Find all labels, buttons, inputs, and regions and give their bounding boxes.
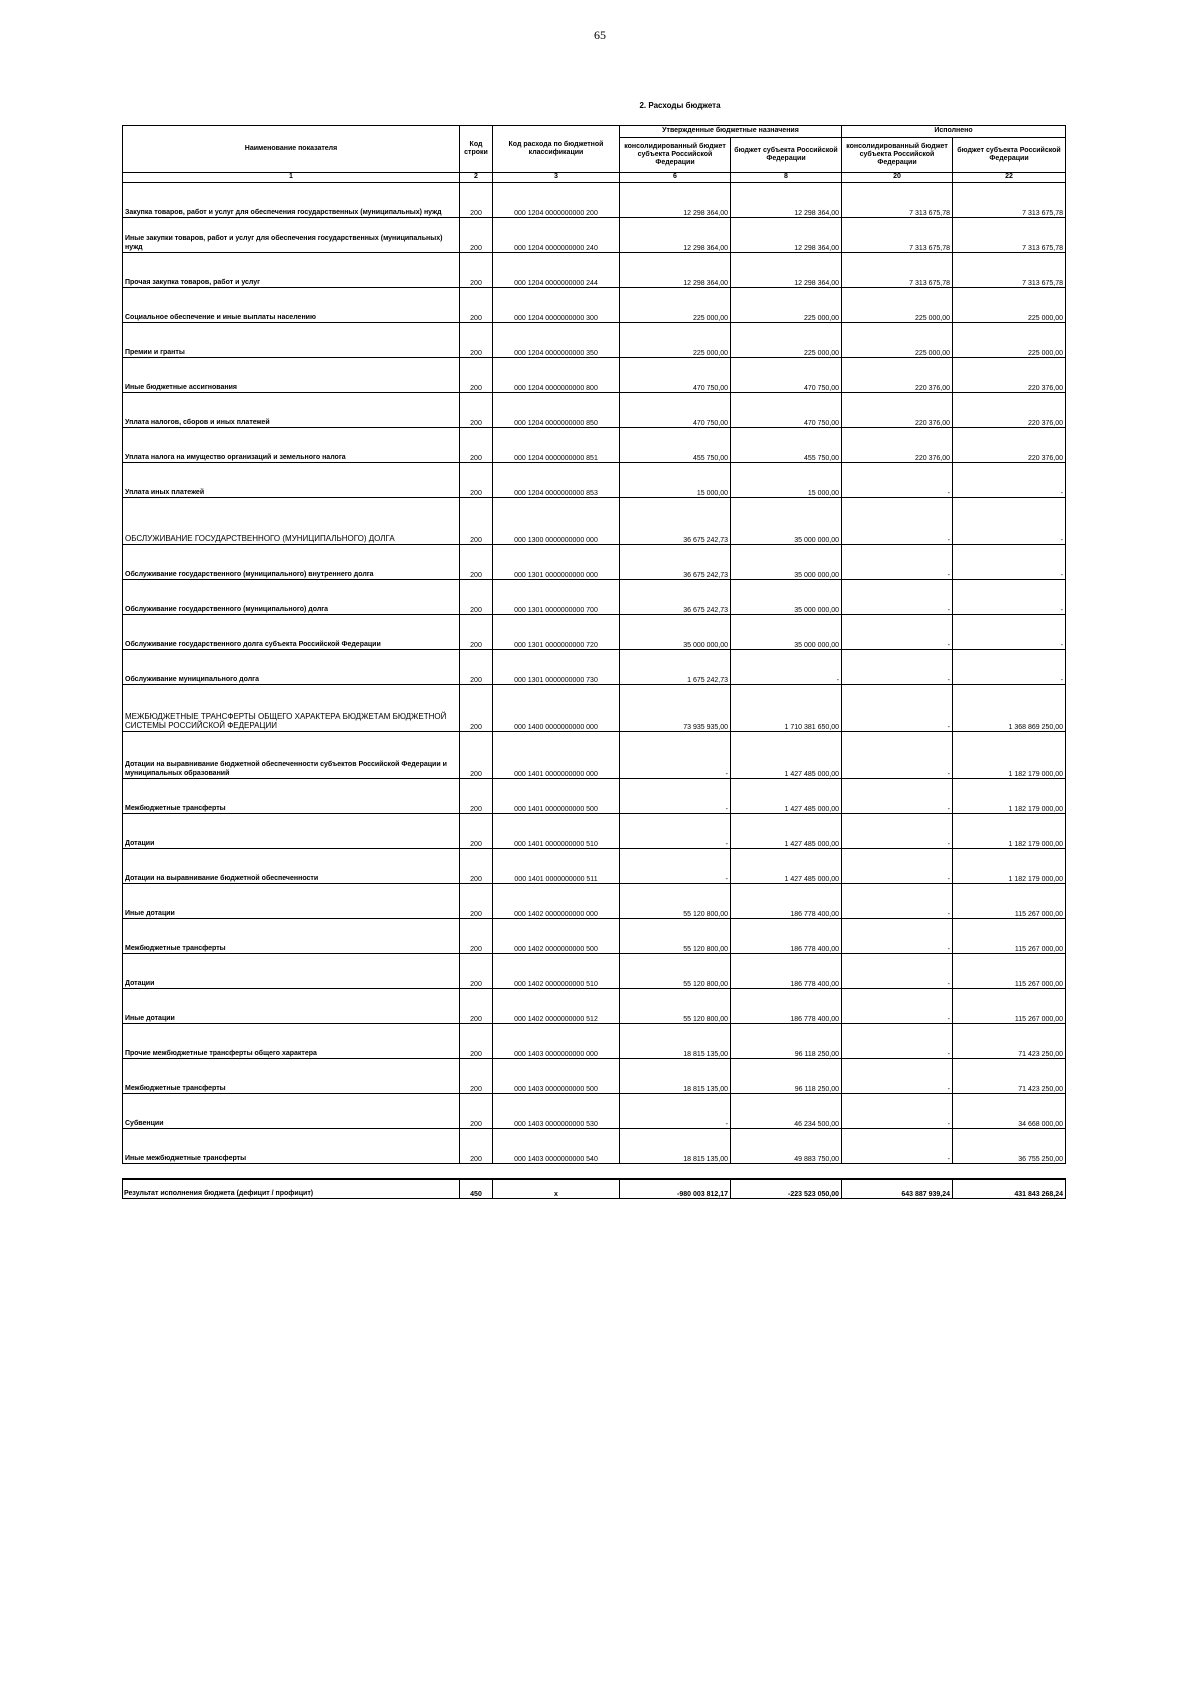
column-number: 8: [731, 173, 842, 183]
row-code: 200: [460, 323, 493, 358]
row-approved-consolidated: 225 000,00: [620, 323, 731, 358]
row-code: 200: [460, 779, 493, 814]
header-approved-subject: бюджет субъекта Российской Федерации: [731, 138, 842, 173]
row-approved-consolidated: 73 935 935,00: [620, 685, 731, 732]
row-classification: 000 1403 0000000000 540: [493, 1129, 620, 1164]
row-classification: 000 1301 0000000000 730: [493, 650, 620, 685]
row-executed-consolidated: -: [842, 545, 953, 580]
result-code: 450: [460, 1179, 493, 1199]
row-approved-consolidated: 225 000,00: [620, 288, 731, 323]
row-name: Уплата налогов, сборов и иных платежей: [123, 393, 460, 428]
row-approved-subject: -: [731, 650, 842, 685]
row-name: Уплата налога на имущество организаций и земельного налога: [123, 428, 460, 463]
row-code: 200: [460, 884, 493, 919]
row-name: МЕЖБЮДЖЕТНЫЕ ТРАНСФЕРТЫ ОБЩЕГО ХАРАКТЕРА БЮДЖЕТАМ БЮДЖЕТНОЙ СИСТЕМЫ РОССИЙСКОЙ ФЕДЕРАЦИИ: [123, 685, 460, 732]
row-executed-subject: -: [953, 650, 1066, 685]
row-executed-consolidated: -: [842, 732, 953, 779]
table-row: [123, 650, 1066, 685]
row-executed-consolidated: -: [842, 989, 953, 1024]
row-approved-subject: 1 427 485 000,00: [731, 849, 842, 884]
table-row: [123, 358, 1066, 393]
row-executed-consolidated: -: [842, 919, 953, 954]
row-approved-consolidated: 470 750,00: [620, 393, 731, 428]
row-approved-subject: 225 000,00: [731, 288, 842, 323]
row-approved-consolidated: 36 675 242,73: [620, 545, 731, 580]
row-executed-consolidated: -: [842, 463, 953, 498]
column-number: 6: [620, 173, 731, 183]
row-executed-consolidated: 7 313 675,78: [842, 218, 953, 253]
row-name: Дотации: [123, 954, 460, 989]
row-name: Обслуживание государственного долга субъекта Российской Федерации: [123, 615, 460, 650]
row-classification: 000 1300 0000000000 000: [493, 498, 620, 545]
column-number: 3: [493, 173, 620, 183]
row-name: Межбюджетные трансферты: [123, 1059, 460, 1094]
row-code: 200: [460, 919, 493, 954]
row-executed-consolidated: 220 376,00: [842, 428, 953, 463]
row-classification: 000 1403 0000000000 500: [493, 1059, 620, 1094]
row-classification: 000 1204 0000000000 240: [493, 218, 620, 253]
row-name: ОБСЛУЖИВАНИЕ ГОСУДАРСТВЕННОГО (МУНИЦИПАЛЬНОГО) ДОЛГА: [123, 498, 460, 545]
table-row: [123, 498, 1066, 545]
row-approved-consolidated: -: [620, 1094, 731, 1129]
row-executed-consolidated: -: [842, 1024, 953, 1059]
column-number: 20: [842, 173, 953, 183]
row-name: Прочая закупка товаров, работ и услуг: [123, 253, 460, 288]
row-approved-consolidated: 12 298 364,00: [620, 253, 731, 288]
row-approved-subject: 1 427 485 000,00: [731, 814, 842, 849]
table-row: [123, 1094, 1066, 1129]
row-approved-subject: 12 298 364,00: [731, 253, 842, 288]
table-row: [123, 779, 1066, 814]
table-row: [123, 989, 1066, 1024]
row-approved-consolidated: 35 000 000,00: [620, 615, 731, 650]
table-row: [123, 253, 1066, 288]
row-approved-subject: 35 000 000,00: [731, 580, 842, 615]
row-code: 200: [460, 1129, 493, 1164]
row-approved-consolidated: 55 120 800,00: [620, 954, 731, 989]
row-approved-consolidated: 55 120 800,00: [620, 989, 731, 1024]
row-classification: 000 1204 0000000000 200: [493, 183, 620, 218]
row-code: 200: [460, 358, 493, 393]
row-executed-subject: 36 755 250,00: [953, 1129, 1066, 1164]
row-executed-subject: 225 000,00: [953, 288, 1066, 323]
row-classification: 000 1301 0000000000 700: [493, 580, 620, 615]
column-number: 22: [953, 173, 1066, 183]
row-approved-consolidated: -: [620, 732, 731, 779]
row-executed-consolidated: 220 376,00: [842, 358, 953, 393]
row-approved-subject: 1 710 381 650,00: [731, 685, 842, 732]
row-executed-subject: 115 267 000,00: [953, 919, 1066, 954]
row-code: 200: [460, 253, 493, 288]
row-name: Уплата иных платежей: [123, 463, 460, 498]
row-executed-consolidated: -: [842, 650, 953, 685]
row-approved-subject: 35 000 000,00: [731, 498, 842, 545]
row-approved-consolidated: -: [620, 779, 731, 814]
table-row: [123, 919, 1066, 954]
table-spacer: [123, 1164, 1066, 1180]
row-code: 200: [460, 183, 493, 218]
row-executed-subject: 115 267 000,00: [953, 989, 1066, 1024]
row-classification: 000 1400 0000000000 000: [493, 685, 620, 732]
row-approved-consolidated: 18 815 135,00: [620, 1059, 731, 1094]
row-executed-subject: 220 376,00: [953, 358, 1066, 393]
row-executed-consolidated: 225 000,00: [842, 288, 953, 323]
row-executed-subject: 7 313 675,78: [953, 183, 1066, 218]
column-numbers-row: [123, 173, 1066, 183]
row-classification: 000 1204 0000000000 300: [493, 288, 620, 323]
row-approved-consolidated: 1 675 242,73: [620, 650, 731, 685]
row-classification: 000 1402 0000000000 500: [493, 919, 620, 954]
row-classification: 000 1401 0000000000 000: [493, 732, 620, 779]
row-classification: 000 1401 0000000000 500: [493, 779, 620, 814]
row-classification: 000 1403 0000000000 000: [493, 1024, 620, 1059]
table-row: [123, 218, 1066, 253]
row-executed-subject: 225 000,00: [953, 323, 1066, 358]
row-name: Обслуживание муниципального долга: [123, 650, 460, 685]
row-executed-subject: 71 423 250,00: [953, 1024, 1066, 1059]
row-executed-consolidated: -: [842, 884, 953, 919]
header-executed-consolidated: консолидированный бюджет субъекта Российской Федерации: [842, 138, 953, 173]
row-approved-subject: 35 000 000,00: [731, 615, 842, 650]
row-executed-subject: 115 267 000,00: [953, 884, 1066, 919]
header-approved-consolidated: консолидированный бюджет субъекта Российской Федерации: [620, 138, 731, 173]
row-approved-subject: 12 298 364,00: [731, 218, 842, 253]
result-name: Результат исполнения бюджета (дефицит / профицит): [123, 1179, 460, 1199]
row-executed-consolidated: -: [842, 1059, 953, 1094]
row-approved-consolidated: 12 298 364,00: [620, 183, 731, 218]
header-executed-subject: бюджет субъекта Российской Федерации: [953, 138, 1066, 173]
row-name: Субвенции: [123, 1094, 460, 1129]
row-executed-subject: 220 376,00: [953, 393, 1066, 428]
row-executed-consolidated: -: [842, 849, 953, 884]
row-executed-consolidated: -: [842, 954, 953, 989]
table-row: [123, 1059, 1066, 1094]
row-code: 200: [460, 498, 493, 545]
row-name: Обслуживание государственного (муниципального) долга: [123, 580, 460, 615]
row-code: 200: [460, 1024, 493, 1059]
header-approved: Утвержденные бюджетные назначения: [620, 126, 842, 138]
row-classification: 000 1204 0000000000 350: [493, 323, 620, 358]
row-code: 200: [460, 463, 493, 498]
row-approved-subject: 186 778 400,00: [731, 884, 842, 919]
row-executed-consolidated: -: [842, 580, 953, 615]
table-row: [123, 183, 1066, 218]
row-name: Иные бюджетные ассигнования: [123, 358, 460, 393]
row-approved-subject: 1 427 485 000,00: [731, 732, 842, 779]
row-code: 200: [460, 814, 493, 849]
result-executed-consolidated: 643 887 939,24: [842, 1179, 953, 1199]
result-row: [123, 1179, 1066, 1199]
row-executed-consolidated: 7 313 675,78: [842, 183, 953, 218]
row-classification: 000 1204 0000000000 853: [493, 463, 620, 498]
row-executed-consolidated: -: [842, 498, 953, 545]
row-name: Иные дотации: [123, 884, 460, 919]
row-approved-consolidated: 36 675 242,73: [620, 580, 731, 615]
row-executed-consolidated: -: [842, 615, 953, 650]
row-code: 200: [460, 954, 493, 989]
row-approved-subject: 12 298 364,00: [731, 183, 842, 218]
row-approved-consolidated: 55 120 800,00: [620, 884, 731, 919]
table-row: [123, 1024, 1066, 1059]
row-executed-consolidated: 7 313 675,78: [842, 253, 953, 288]
row-classification: 000 1403 0000000000 530: [493, 1094, 620, 1129]
table-row: [123, 1129, 1066, 1164]
row-name: Межбюджетные трансферты: [123, 779, 460, 814]
row-code: 200: [460, 989, 493, 1024]
header-executed: Исполнено: [842, 126, 1066, 138]
row-approved-consolidated: 36 675 242,73: [620, 498, 731, 545]
row-executed-subject: 1 182 179 000,00: [953, 849, 1066, 884]
table-row: [123, 954, 1066, 989]
row-code: 200: [460, 849, 493, 884]
row-classification: 000 1301 0000000000 720: [493, 615, 620, 650]
row-approved-subject: 96 118 250,00: [731, 1059, 842, 1094]
row-executed-subject: 115 267 000,00: [953, 954, 1066, 989]
row-approved-subject: 1 427 485 000,00: [731, 779, 842, 814]
page-number: 65: [594, 28, 606, 42]
table-row: [123, 849, 1066, 884]
row-classification: 000 1401 0000000000 511: [493, 849, 620, 884]
row-name: Закупка товаров, работ и услуг для обеспечения государственных (муниципальных) нужд: [123, 183, 460, 218]
row-name: Прочие межбюджетные трансферты общего характера: [123, 1024, 460, 1059]
table-row: [123, 288, 1066, 323]
row-executed-consolidated: 220 376,00: [842, 393, 953, 428]
row-executed-consolidated: -: [842, 779, 953, 814]
row-approved-consolidated: 15 000,00: [620, 463, 731, 498]
row-approved-consolidated: -: [620, 849, 731, 884]
result-executed-subject: 431 843 268,24: [953, 1179, 1066, 1199]
expenditure-table: [122, 125, 1066, 1199]
row-approved-subject: 96 118 250,00: [731, 1024, 842, 1059]
row-classification: 000 1402 0000000000 510: [493, 954, 620, 989]
row-approved-consolidated: 55 120 800,00: [620, 919, 731, 954]
row-name: Обслуживание государственного (муниципального) внутреннего долга: [123, 545, 460, 580]
table-row: [123, 814, 1066, 849]
row-classification: 000 1401 0000000000 510: [493, 814, 620, 849]
table-row: [123, 580, 1066, 615]
row-approved-subject: 15 000,00: [731, 463, 842, 498]
row-executed-consolidated: -: [842, 685, 953, 732]
row-approved-subject: 46 234 500,00: [731, 1094, 842, 1129]
table-row: [123, 732, 1066, 779]
row-code: 200: [460, 288, 493, 323]
row-approved-subject: 49 883 750,00: [731, 1129, 842, 1164]
table-row: [123, 884, 1066, 919]
row-name: Иные закупки товаров, работ и услуг для обеспечения государственных (муниципальных) нужд: [123, 218, 460, 253]
result-approved-subject: -223 523 050,00: [731, 1179, 842, 1199]
header-classification: Код расхода по бюджетной классификации: [493, 126, 620, 173]
row-executed-subject: -: [953, 545, 1066, 580]
row-code: 200: [460, 1094, 493, 1129]
row-executed-subject: 220 376,00: [953, 428, 1066, 463]
row-approved-subject: 470 750,00: [731, 393, 842, 428]
row-executed-subject: 7 313 675,78: [953, 218, 1066, 253]
row-approved-subject: 35 000 000,00: [731, 545, 842, 580]
header-row-code: Код строки: [460, 126, 493, 173]
row-classification: 000 1204 0000000000 800: [493, 358, 620, 393]
row-approved-consolidated: 12 298 364,00: [620, 218, 731, 253]
table-row: [123, 393, 1066, 428]
row-approved-subject: 225 000,00: [731, 323, 842, 358]
row-approved-consolidated: 455 750,00: [620, 428, 731, 463]
row-name: Дотации на выравнивание бюджетной обеспеченности: [123, 849, 460, 884]
row-executed-subject: 34 668 000,00: [953, 1094, 1066, 1129]
row-executed-subject: 1 182 179 000,00: [953, 814, 1066, 849]
row-approved-consolidated: 18 815 135,00: [620, 1024, 731, 1059]
table-row: [123, 323, 1066, 358]
row-executed-subject: -: [953, 615, 1066, 650]
row-executed-subject: 71 423 250,00: [953, 1059, 1066, 1094]
row-code: 200: [460, 218, 493, 253]
row-executed-subject: 1 182 179 000,00: [953, 779, 1066, 814]
row-approved-consolidated: 18 815 135,00: [620, 1129, 731, 1164]
row-classification: 000 1402 0000000000 000: [493, 884, 620, 919]
row-code: 200: [460, 650, 493, 685]
table-row: [123, 463, 1066, 498]
column-number: 2: [460, 173, 493, 183]
table-row: [123, 685, 1066, 732]
table-body: [123, 183, 1066, 1164]
row-classification: 000 1204 0000000000 850: [493, 393, 620, 428]
row-name: Иные дотации: [123, 989, 460, 1024]
table-row: [123, 428, 1066, 463]
row-code: 200: [460, 615, 493, 650]
column-number: 1: [123, 173, 460, 183]
row-classification: 000 1402 0000000000 512: [493, 989, 620, 1024]
row-executed-consolidated: 225 000,00: [842, 323, 953, 358]
row-code: 200: [460, 580, 493, 615]
row-code: 200: [460, 1059, 493, 1094]
row-approved-subject: 455 750,00: [731, 428, 842, 463]
section-title: 2. Расходы бюджета: [639, 101, 721, 110]
result-classification: x: [493, 1179, 620, 1199]
row-approved-subject: 470 750,00: [731, 358, 842, 393]
row-classification: 000 1301 0000000000 000: [493, 545, 620, 580]
header-name: Наименование показателя: [123, 126, 460, 173]
row-executed-consolidated: -: [842, 814, 953, 849]
row-name: Дотации на выравнивание бюджетной обеспеченности субъектов Российской Федерации и муниципальных образований: [123, 732, 460, 779]
row-code: 200: [460, 428, 493, 463]
row-approved-subject: 186 778 400,00: [731, 954, 842, 989]
row-name: Иные межбюджетные трансферты: [123, 1129, 460, 1164]
row-name: Межбюджетные трансферты: [123, 919, 460, 954]
row-executed-subject: -: [953, 463, 1066, 498]
row-executed-consolidated: -: [842, 1129, 953, 1164]
row-classification: 000 1204 0000000000 244: [493, 253, 620, 288]
row-code: 200: [460, 545, 493, 580]
row-approved-consolidated: -: [620, 814, 731, 849]
row-approved-subject: 186 778 400,00: [731, 919, 842, 954]
row-executed-subject: 1 182 179 000,00: [953, 732, 1066, 779]
row-approved-subject: 186 778 400,00: [731, 989, 842, 1024]
row-name: Дотации: [123, 814, 460, 849]
table-row: [123, 545, 1066, 580]
row-executed-subject: 7 313 675,78: [953, 253, 1066, 288]
row-classification: 000 1204 0000000000 851: [493, 428, 620, 463]
row-executed-consolidated: -: [842, 1094, 953, 1129]
row-executed-subject: -: [953, 580, 1066, 615]
row-name: Премии и гранты: [123, 323, 460, 358]
table-row: [123, 615, 1066, 650]
row-executed-subject: 1 368 869 250,00: [953, 685, 1066, 732]
result-approved-consolidated: -980 003 812,17: [620, 1179, 731, 1199]
row-approved-consolidated: 470 750,00: [620, 358, 731, 393]
row-executed-subject: -: [953, 498, 1066, 545]
row-code: 200: [460, 732, 493, 779]
row-name: Социальное обеспечение и иные выплаты населению: [123, 288, 460, 323]
row-code: 200: [460, 685, 493, 732]
row-code: 200: [460, 393, 493, 428]
